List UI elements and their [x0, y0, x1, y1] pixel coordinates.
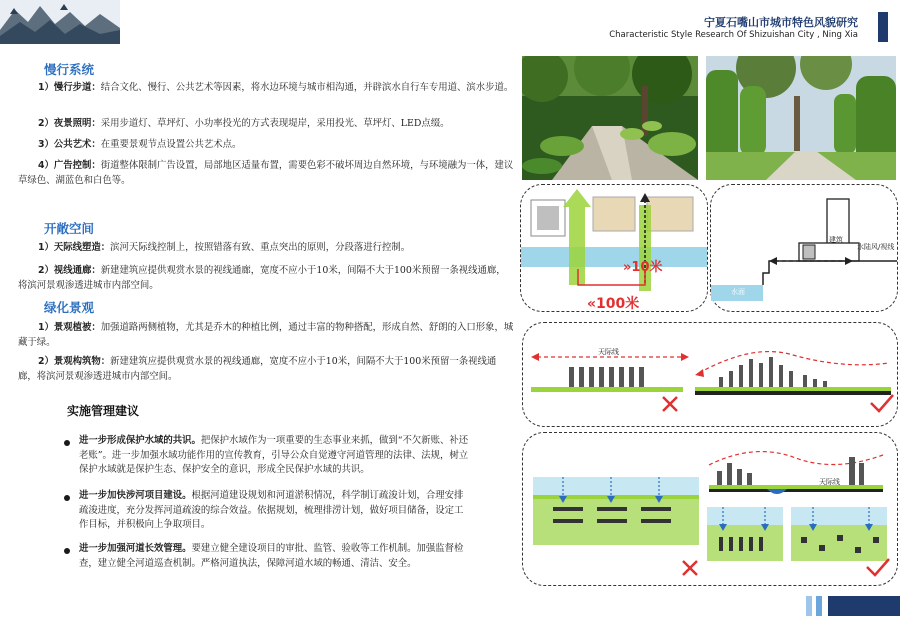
management-item-2: [79, 489, 471, 533]
item-text: 街道整体限制广告设置，局部地区适量布置，需要色彩不破坏周边自然环境，与环境融为一体，建议草绿色、湖蓝色和白色等。: [18, 160, 514, 186]
item-lead: 2）夜景照明：: [38, 118, 101, 129]
section-title-green-landscape: 绿化景观: [44, 300, 95, 315]
item-text: 结合文化、慢行、公共艺术等因素，将水边环境与城市相沟通，并辟滨水自行车专用道、滨水步道。: [100, 82, 514, 93]
item-lead: 1）景观植被：: [38, 322, 101, 333]
page-header-subtitle: Characteristic Style Research Of Shizuishan City , Ning Xia: [609, 30, 858, 40]
section-title-slow-system: 慢行系统: [44, 62, 95, 77]
item-text: 新建建筑应提供观赏水景的视线通廊，宽度不应小于10米，间隔不大于100米预留一条视线通廊，将滨河景观渗透进城市内部空间。: [18, 356, 497, 382]
item-text: 要建立健全建设项目的审批、监管、验收等工作机制。加强监督检查，建立健全河道巡查机制。严格河道执法，保障河道水域的畅通、清洁、安全。: [79, 543, 464, 569]
management-item-3: [79, 542, 471, 571]
management-title: 实施管理建议: [67, 404, 140, 418]
photo-garden-path: [522, 56, 698, 180]
label-corridor-100: «100米: [587, 296, 640, 312]
slow-system-item-4: [18, 159, 514, 188]
footer-bar: [828, 596, 900, 616]
item-lead: 进一步加快涉河项目建设。: [79, 490, 192, 501]
slow-system-item-3: [18, 138, 514, 153]
bullet-dot: [64, 548, 70, 554]
bullet-dot: [64, 495, 70, 501]
label-corridor-10: »10米: [623, 260, 663, 275]
label-skyline: 天际线: [598, 348, 619, 356]
item-text: 根据河道建设规划和河道淤积情况，科学制订疏浚计划，合理安排疏浚进度，充分发挥河道疏浚的综合效益。依据规划，梳理排涝计划，做好项目储备，设定工作目标，并积极向上争取项目。: [79, 490, 464, 530]
item-lead: 进一步形成保护水域的共识。: [79, 435, 201, 446]
item-text: 新建建筑应提供观赏水景的视线通廊，宽度不应小于10米，间隔不大于100米预留一条视线通廊，将滨河景观渗透进城市内部空间。: [18, 265, 506, 291]
item-text: 采用步道灯、草坪灯、小功率投光的方式表现堤岸，采用投光、草坪灯、LED点缀。: [100, 118, 450, 129]
slow-system-item-1: [18, 81, 514, 96]
panel-skyline: [522, 322, 898, 427]
green-landscape-item-1: [18, 321, 514, 350]
item-text: 在重要景观节点设置公共艺术点。: [100, 139, 242, 150]
label-building: 建筑: [829, 236, 843, 244]
item-lead: 3）公共艺术：: [38, 139, 101, 150]
header-accent-bar: [878, 12, 888, 42]
footer-stripe: [816, 596, 822, 616]
item-lead: 4）广告控制：: [38, 160, 101, 171]
panel-view-corridor: [520, 184, 708, 312]
panel-water-infiltration: [522, 432, 898, 586]
item-text: 滨河天际线控制上，按照错落有致、重点突出的原则，分段落进行控制。: [110, 242, 411, 253]
footer-stripe: [806, 596, 812, 616]
bullet-dot: [64, 440, 70, 446]
panel-building-section: [710, 184, 898, 312]
check-icon: [871, 395, 893, 411]
item-lead: 2）视线通廊：: [38, 265, 101, 276]
open-space-item-2: [18, 264, 514, 293]
slow-system-item-2: [18, 117, 514, 132]
green-landscape-item-2: [18, 355, 514, 384]
label-lake-wind: 水陆风/视线: [857, 243, 895, 251]
item-lead: 1）慢行步道：: [38, 82, 101, 93]
item-lead: 2）景观构筑物：: [38, 356, 111, 367]
photo-hedge-garden: [706, 56, 896, 180]
management-item-1: [79, 434, 471, 478]
open-space-item-1: [18, 241, 514, 256]
header-landscape-painting: [0, 0, 120, 44]
item-lead: 进一步加强河道长效管理。: [79, 543, 192, 554]
check-icon: [867, 559, 889, 575]
cross-icon: [683, 561, 697, 575]
item-text: 加强道路两侧植物，尤其是乔木的种植比例，通过丰富的物种搭配，形成自然、舒朗的入口形象，城藏于绿。: [18, 322, 514, 348]
label-water: 水面: [731, 288, 745, 296]
label-skyline-2: 天际线: [819, 478, 840, 486]
section-title-open-space: 开敞空间: [44, 221, 95, 236]
item-lead: 1）天际线塑造：: [38, 242, 111, 253]
cross-icon: [663, 397, 677, 411]
page-header-title: 宁夏石嘴山市城市特色风貌研究: [704, 16, 858, 29]
item-text: 把保护水域作为一项重要的生态事业来抓，做到“不欠新账、补还老账”。进一步加强水域功能作用的宣传教育，引导公众自觉遵守河道管理的法律、法规，树立保护水域就是保护生态、保护安全的意识，形成全民保护水域的共识。: [79, 435, 469, 475]
